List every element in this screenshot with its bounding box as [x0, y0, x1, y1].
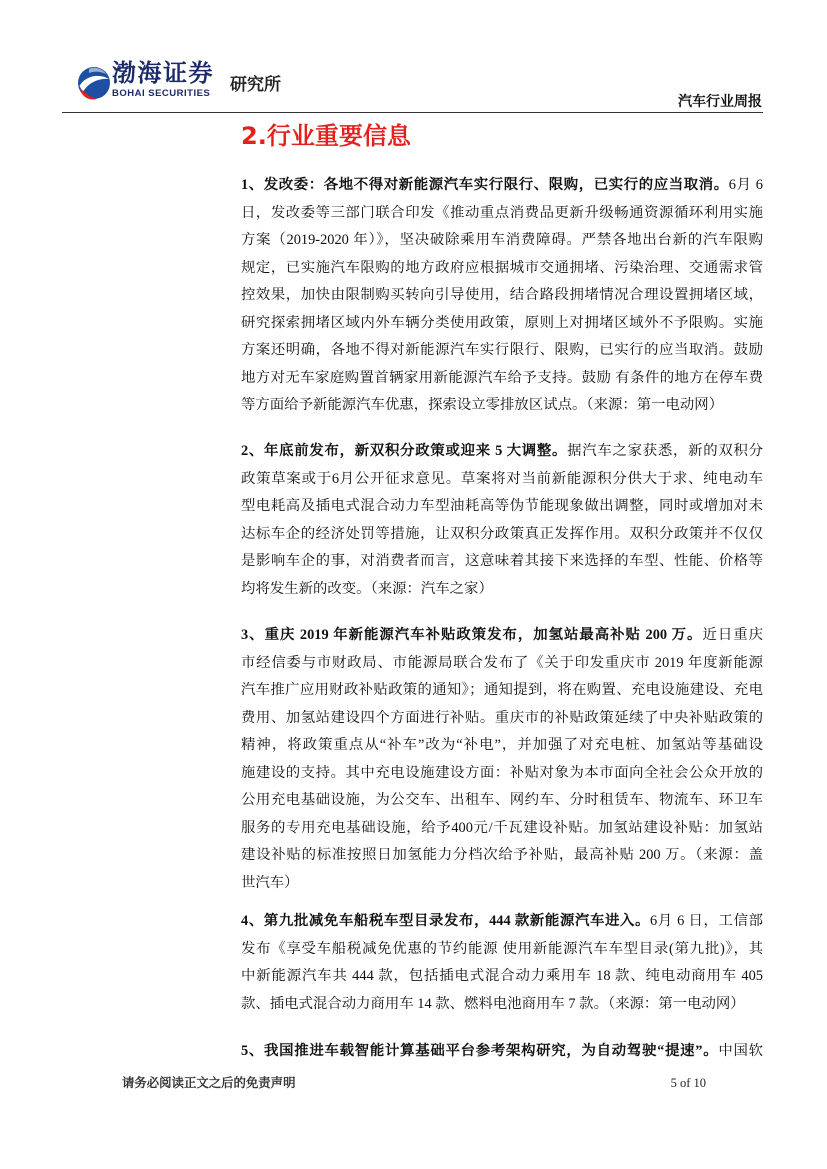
item-body-text: 方案还明确，各地不得对新能源汽车实行限行、限购，已实行的应当取消。鼓励	[241, 342, 763, 358]
text-line	[241, 650, 763, 678]
text-line	[241, 991, 763, 1019]
text-line	[241, 310, 763, 338]
item-body-text: 费用、加氢站建设四个方面进行补贴。重庆市的补贴政策延续了中央补贴政策的	[241, 709, 763, 726]
text-line	[241, 466, 763, 494]
text-line	[241, 908, 763, 936]
brand-name-cn: 渤海证券	[112, 59, 214, 87]
report-type: 汽车行业周报	[678, 94, 762, 110]
text-line	[241, 622, 763, 650]
text-line	[241, 438, 763, 466]
text-line	[241, 1038, 763, 1066]
item-body-text: 均将发生新的改变。（来源：汽车之家）	[241, 580, 493, 597]
item-headline: 4、第九批减免车船税车型目录发布，444 款新能源汽车进入。	[241, 913, 651, 929]
item-body-text: 等方面给予新能源汽车优惠，探索设立零排放区试点。（来源：第一电动网）	[241, 397, 724, 413]
text-line	[241, 200, 763, 228]
news-item	[241, 1038, 763, 1066]
text-line	[241, 282, 763, 310]
item-headline: 2、年底前发布，新双积分政策或迎来 5 大调整。	[241, 443, 568, 459]
item-headline: 5、我国推进车载智能计算基础平台参考架构研究，为自动驾驶“提速”。	[241, 1043, 719, 1059]
item-body-text: 是影响车企的事，对消费者而言，这意味着其接下来选择的车型、性能、价格等	[241, 553, 763, 569]
news-item	[241, 438, 763, 603]
item-body-text: 地方对无车家庭购置首辆家用新能源汽车给予支持。鼓励 有条件的地方在停车费	[241, 369, 763, 386]
text-line	[241, 963, 763, 991]
text-line	[241, 172, 763, 200]
text-line	[241, 787, 763, 815]
item-body-text: 精神，将政策重点从“补车”改为“补电”，并加强了对充电桩、加氢站等基础设	[241, 737, 763, 753]
text-line	[241, 576, 763, 604]
text-line	[241, 732, 763, 760]
item-body-text: 据汽车之家获悉，新的双积分	[567, 443, 763, 459]
text-line	[241, 521, 763, 549]
item-body-text: 建设补贴的标准按照日加氢能力分档次给予补贴，最高补贴 200 万。（来源：盖	[241, 847, 763, 863]
item-headline: 3、重庆 2019 年新能源汽车补贴政策发布，加氢站最高补贴 200 万。	[241, 627, 703, 643]
item-body-text: 中国软	[718, 1043, 763, 1059]
text-line	[241, 337, 763, 365]
item-body-text: 施建设的支持。其中充电设施建设方面：补贴对象为本市面向全社会公众开放的	[241, 764, 763, 781]
header-divider	[62, 112, 763, 113]
brand-name-en: BOHAI SECURITIES	[112, 88, 211, 99]
page-number: 5 of 10	[670, 1076, 706, 1090]
item-body-text: 达标车企的经济处罚等措施，让双积分政策真正发挥作用。双积分政策并不仅仅	[241, 525, 763, 542]
item-body-text: 6月 6	[728, 177, 763, 193]
text-line	[241, 705, 763, 733]
item-body-text: 方案（2019-2020 年）》，坚决破除乘用车消费障碍。严禁各地出台新的汽车限购	[241, 232, 763, 248]
item-body-text: 发布《享受车船税减免优惠的节约能源 使用新能源汽车车型目录(第九批)》，其	[241, 940, 763, 957]
item-body-text: 规定，已实施汽车限购的地方政府应根据城市交通拥堵、污染治理、交通需求管	[241, 259, 763, 276]
department-name: 研究所	[230, 75, 281, 95]
item-body-text: 控效果，加快由限制购买转向引导使用，结合路段拥堵情况合理设置拥堵区域，	[241, 287, 763, 303]
section-title: 2.行业重要信息	[241, 122, 411, 150]
item-headline: 1、发改委：各地不得对新能源汽车实行限行、限购，已实行的应当取消。	[241, 177, 729, 193]
text-line	[241, 365, 763, 393]
item-body-text: 研究探索拥堵区域内外车辆分类使用政策，原则上对拥堵区域外不予限购。实施	[241, 314, 763, 331]
text-line	[241, 392, 763, 420]
item-body-text: 市经信委与市财政局、市能源局联合发布了《关于印发重庆市 2019 年度新能源	[241, 654, 763, 671]
text-line	[241, 936, 763, 964]
item-body-text: 中新能源汽车共 444 款，包括插电式混合动力乘用车 18 款、纯电动商用车 405	[241, 968, 763, 984]
item-body-text: 服务的专用充电基础设施，给予400元/千瓦建设补贴。加氢站建设补贴：加氢站	[241, 819, 763, 836]
item-body-text: 日，发改委等三部门联合印发《推动重点消费品更新升级畅通资源循环利用实施	[241, 204, 763, 221]
item-body-text: 近日重庆	[702, 627, 763, 643]
text-line	[241, 815, 763, 843]
text-line	[241, 842, 763, 870]
footer-disclaimer: 请务必阅读正文之后的免责声明	[122, 1075, 296, 1090]
item-body-text: 型电耗高及插电式混合动力车型油耗高等伪节能现象做出调整，同时或增加对未	[241, 498, 763, 514]
news-item	[241, 908, 763, 1018]
item-body-text: 6月 6 日，工信部	[650, 913, 763, 929]
item-body-text: 款、插电式混合动力商用车 14 款、燃料电池商用车 7 款。（来源：第一电动网）	[241, 995, 745, 1012]
item-body-text: 公用充电基础设施，为公交车、出租车、网约车、分时租赁车、物流车、环卫车	[241, 792, 763, 808]
news-item	[241, 622, 763, 897]
news-item	[241, 172, 763, 420]
item-body-text: 汽车推广应用财政补贴政策的通知》；通知提到，将在购置、充电设施建设、充电	[241, 682, 763, 698]
text-line	[241, 870, 763, 898]
text-line	[241, 548, 763, 576]
text-line	[241, 255, 763, 283]
text-line	[241, 760, 763, 788]
bohai-securities-logo-icon	[77, 61, 111, 105]
text-line	[241, 493, 763, 521]
item-body-text: 政策草案或于6月公开征求意见。草案将对当前新能源积分供大于求、纯电动车	[241, 470, 763, 487]
text-line	[241, 227, 763, 255]
item-body-text: 世汽车）	[241, 874, 299, 891]
text-line	[241, 677, 763, 705]
